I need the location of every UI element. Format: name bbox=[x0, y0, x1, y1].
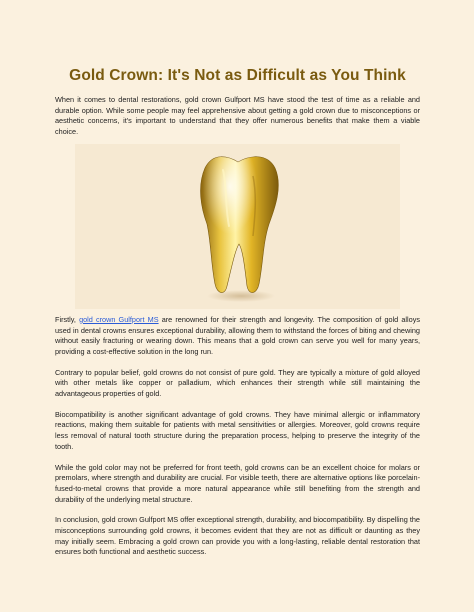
gold-crown-link[interactable]: gold crown Gulfport MS bbox=[79, 314, 159, 324]
intro-paragraph: When it comes to dental restorations, gold crown Gulfport MS have stood the test of time as a reliable and durable option. While some people may feel apprehensive about getting a gold crown due to misconceptions or aesthetic concerns, it's important to understand that they offer numerous benefits that make them a viable choice. bbox=[55, 95, 420, 137]
conclusion-paragraph: In conclusion, gold crown Gulfport MS offer exceptional strength, durability, and biocompatibility. By dispelling the misconceptions surrounding gold crowns, it becomes evident that they are not as difficult or daunting as they may initially seem. Embracing a gold crown can provide you with a long-lasting, reliable dental restoration that ensures both functional and aesthetic success. bbox=[55, 515, 420, 557]
gold-tooth-icon bbox=[183, 146, 293, 306]
firstly-rest: are renowned for their strength and longevity. The composition of gold alloys used in dental crowns ensures exceptional durability, allowing them to withstand the forces of biting and chewing without easily fracturing or wearing down. This means that a gold crown can serve you well for many years, providing a cost-effective solution in the long run. bbox=[55, 314, 421, 356]
firstly-lead: Firstly, bbox=[55, 314, 80, 324]
gold-tooth-image bbox=[75, 144, 400, 309]
page-title: Gold Crown: It's Not as Difficult as You Think bbox=[69, 67, 406, 84]
front-teeth-paragraph: While the gold color may not be preferred for front teeth, gold crowns can be an excellent choice for molars or premolars, where strength and durability are crucial. For visible teeth, there are alternative options like porcelain-fused-to-metal crowns that provide a more natural appearance while still benefiting from the strength and durability of the underlying metal structure. bbox=[55, 462, 420, 504]
alloy-paragraph: Contrary to popular belief, gold crowns do not consist of pure gold. They are typically a mixture of gold alloyed with other metals like copper or palladium, which enhances their strength while still maintaining the advantageous properties of gold. bbox=[55, 367, 420, 399]
biocompatibility-paragraph: Biocompatibility is another significant advantage of gold crowns. They have minimal allergic or inflammatory reactions, making them suitable for patients with metal sensitivities or allergies. Moreover, gold crowns require less removal of natural tooth structure during the preparation process, helping to preserve the integrity of the tooth. bbox=[55, 409, 420, 451]
firstly-paragraph bbox=[55, 315, 420, 358]
